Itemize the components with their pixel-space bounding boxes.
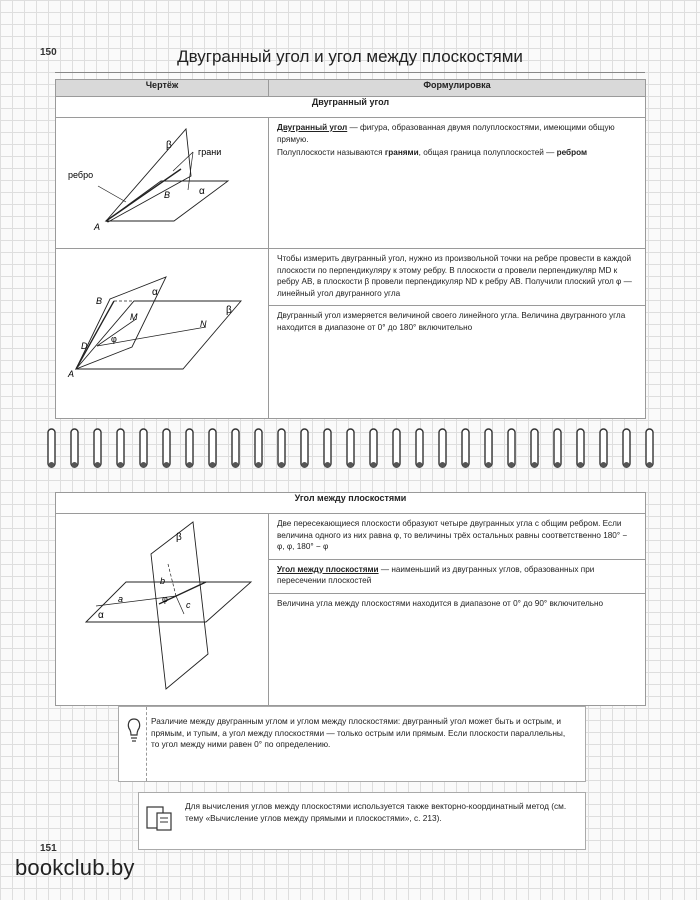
page-title: Двугранный угол и угол между плоскостями: [177, 47, 523, 66]
dihedral-diagram: [56, 118, 269, 243]
label-edge: ребро: [68, 170, 94, 180]
label-D: D: [81, 341, 88, 351]
label-beta2: β: [226, 305, 232, 316]
spiral-ring: [347, 429, 354, 467]
label-alpha2: α: [152, 287, 158, 298]
term-dihedral: Двугранный угол: [277, 123, 348, 132]
spiral-ring: [232, 429, 239, 467]
spiral-hole: [417, 462, 423, 468]
label-a: a: [118, 594, 124, 604]
label-c: c: [186, 600, 191, 610]
spiral-hole: [187, 462, 193, 468]
angle-between-planes-table: [55, 492, 646, 706]
spiral-binding: [40, 425, 660, 473]
label-beta: β: [166, 140, 172, 151]
spiral-ring: [439, 429, 446, 467]
note-vector-method: [138, 792, 586, 850]
spiral-ring: [301, 429, 308, 467]
spiral-ring: [186, 429, 193, 467]
label-b: b: [160, 576, 166, 586]
spiral-ring: [508, 429, 515, 467]
figure-intersecting-planes: [56, 514, 269, 706]
spiral-hole: [95, 462, 101, 468]
spiral-hole: [647, 462, 653, 468]
angle-range-text: Величина угла между плоскостями находится в диапазоне от 0° до 90° включительно: [269, 593, 645, 614]
linear-angle-diagram: [56, 249, 269, 413]
label-B: B: [164, 190, 171, 200]
spiral-hole: [210, 462, 216, 468]
spiral-ring: [163, 429, 170, 467]
spiral-hole: [624, 462, 630, 468]
definition-text: — фигура, образованная двумя полуплоскостями, имеющими общую прямую.: [277, 123, 615, 144]
page-number-top: 150: [40, 47, 57, 58]
spiral-ring: [531, 429, 538, 467]
label-beta3: β: [176, 532, 182, 543]
spiral-hole: [532, 462, 538, 468]
linear-angle-text: Чтобы измерить двугранный угол, нужно из произвольной точки на ребре провести в каждой плоскости по перпендикуляру к этому ребру. В плоскости α провели перпендикуляр MD к ребру AB, в плоскости β провели перпендикуляр ND к ребру AB. Получили плоский угол φ — линейный угол двугранного угла: [277, 254, 632, 298]
lightbulb-icon: [125, 717, 143, 745]
term-faces: гранями: [384, 148, 419, 157]
label-A2: A: [68, 369, 75, 379]
spiral-hole: [509, 462, 515, 468]
spiral-ring: [554, 429, 561, 467]
dihedral-measure-text: Двугранный угол измеряется величиной своего линейного угла. Величина двугранного угла находится в диапазоне от 0° до 180° включительно: [269, 305, 645, 337]
label-faces: грани: [198, 147, 222, 157]
label-alpha: α: [199, 186, 205, 197]
faces-text-a: Полуплоскости называются: [277, 148, 385, 157]
label-B2: B: [96, 296, 103, 306]
note-difference-text: Различие между двугранным углом и углом между плоскостями: двугранный угол может быть и острым, и прямым, и тупым, а угол между плоскостями — только острым или прямым. Если плоскости параллельны, то угол между ними равен 0° по определению.: [151, 716, 566, 749]
spiral-ring: [324, 429, 331, 467]
column-header-formulation: Формулировка: [269, 80, 646, 97]
spiral-hole: [348, 462, 354, 468]
figure-linear-angle: [56, 249, 269, 419]
term-angle-between-planes: Угол между плоскостями: [277, 564, 379, 574]
note-difference: [118, 706, 586, 782]
spiral-ring: [370, 429, 377, 467]
spiral-ring: [416, 429, 423, 467]
spiral-hole: [233, 462, 239, 468]
dihedral-definition: [269, 118, 646, 249]
spiral-hole: [394, 462, 400, 468]
dihedral-angle-table: [55, 79, 646, 419]
spiral-hole: [49, 462, 55, 468]
label-alpha3: α: [98, 610, 104, 621]
spiral-ring: [209, 429, 216, 467]
section-title-dihedral: Двугранный угол: [56, 97, 646, 118]
spiral-hole: [555, 462, 561, 468]
spiral-ring: [600, 429, 607, 467]
note-vector-method-text: Для вычисления углов между плоскостями используется также векторно-координатный метод (см. тему «Вычисление углов между прямыми и плоскостями», с. 213).: [185, 801, 567, 823]
spiral-hole: [578, 462, 584, 468]
spiral-ring: [48, 429, 55, 467]
spiral-ring: [393, 429, 400, 467]
spiral-ring: [485, 429, 492, 467]
spiral-ring: [94, 429, 101, 467]
figure-dihedral-angle: [56, 118, 269, 249]
spiral-ring: [577, 429, 584, 467]
spiral-hole: [486, 462, 492, 468]
label-phi3: φ: [162, 594, 168, 604]
label-A: A: [94, 222, 101, 232]
spiral-ring: [278, 429, 285, 467]
spiral-hole: [601, 462, 607, 468]
spiral-hole: [371, 462, 377, 468]
spiral-hole: [302, 462, 308, 468]
page-number-bottom: 151: [40, 843, 57, 854]
spiral-hole: [440, 462, 446, 468]
term-edge: ребром: [556, 148, 588, 157]
title-underline: [55, 72, 645, 73]
spiral-hole: [141, 462, 147, 468]
planes-description: [269, 514, 646, 706]
spiral-ring: [646, 429, 653, 467]
spiral-hole: [72, 462, 78, 468]
spiral-ring: [623, 429, 630, 467]
spiral-ring: [71, 429, 78, 467]
label-N: N: [200, 319, 207, 329]
spiral-ring: [255, 429, 262, 467]
angle-between-planes-definition: — наименьший из двугранных углов, образованных при пересечении плоскостей: [277, 564, 595, 585]
spiral-hole: [256, 462, 262, 468]
four-angles-text: Две пересекающиеся плоскости образуют четыре двугранных угла с общим ребром. Если величина одного из них равна φ, то величины трёх остальных равны соответственно 180° − φ, φ, 180° − φ: [277, 519, 628, 551]
faces-text-b: , общая граница полуплоскостей —: [418, 148, 557, 157]
spiral-ring: [117, 429, 124, 467]
spiral-hole: [118, 462, 124, 468]
spiral-hole: [279, 462, 285, 468]
spiral-ring: [462, 429, 469, 467]
book-icon: [145, 803, 175, 833]
label-phi: φ: [111, 334, 117, 344]
site-logo[interactable]: bookclub.by: [15, 855, 135, 880]
linear-angle-description: [269, 249, 646, 419]
spiral-ring: [140, 429, 147, 467]
spiral-hole: [325, 462, 331, 468]
spiral-hole: [164, 462, 170, 468]
section-title-planes: Угол между плоскостями: [56, 493, 646, 514]
column-header-drawing: Чертёж: [56, 80, 269, 97]
spiral-hole: [463, 462, 469, 468]
label-M: M: [130, 312, 138, 322]
intersecting-planes-diagram: [56, 514, 269, 700]
